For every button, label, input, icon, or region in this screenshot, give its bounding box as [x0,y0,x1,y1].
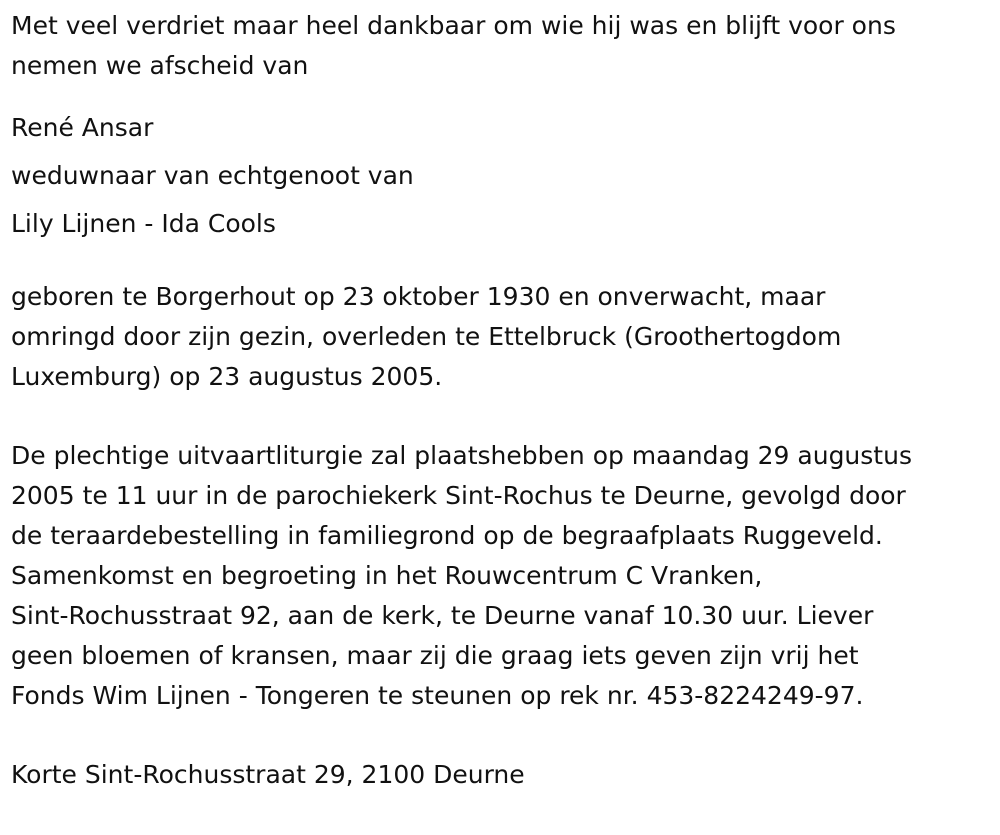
spouse-names: Lily Lijnen - Ida Cools [11,209,276,238]
ceremony-line: de teraardebestelling in familiegrond op de begraafplaats Ruggeveld. [11,521,883,550]
ceremony-line: Samenkomst en begroeting in het Rouwcentrum C Vranken, [11,561,763,590]
birth-death-paragraph [11,277,1000,397]
ceremony-paragraph [11,436,1000,716]
relation-text: weduwnaar van echtgenoot van [11,161,414,190]
ceremony-line: Fonds Wim Lijnen - Tongeren te steunen op rek nr. 453-8224249-97. [11,681,864,710]
intro-line: Met veel verdriet maar heel dankbaar om wie hij was en blijft voor ons [11,11,896,40]
intro-line: nemen we afscheid van [11,51,309,80]
ceremony-line: geen bloemen of kransen, maar zij die graag iets geven zijn vrij het [11,641,859,670]
address-line: Korte Sint-Rochusstraat 29, 2100 Deurne [11,760,525,789]
birth-death-line: omringd door zijn gezin, overleden te Ettelbruck (Groothertogdom [11,322,842,351]
intro-paragraph [11,6,1000,86]
address-block [11,755,1000,795]
ceremony-line: De plechtige uitvaartliturgie zal plaatshebben op maandag 29 augustus [11,441,912,470]
ceremony-line: 2005 te 11 uur in de parochiekerk Sint-Rochus te Deurne, gevolgd door [11,481,906,510]
ceremony-line: Sint-Rochusstraat 92, aan de kerk, te Deurne vanaf 10.30 uur. Liever [11,601,874,630]
deceased-name: René Ansar [11,113,154,142]
birth-death-line: Luxemburg) op 23 augustus 2005. [11,362,443,391]
person-block [11,104,1000,248]
birth-death-line: geboren te Borgerhout op 23 oktober 1930 en onverwacht, maar [11,282,826,311]
